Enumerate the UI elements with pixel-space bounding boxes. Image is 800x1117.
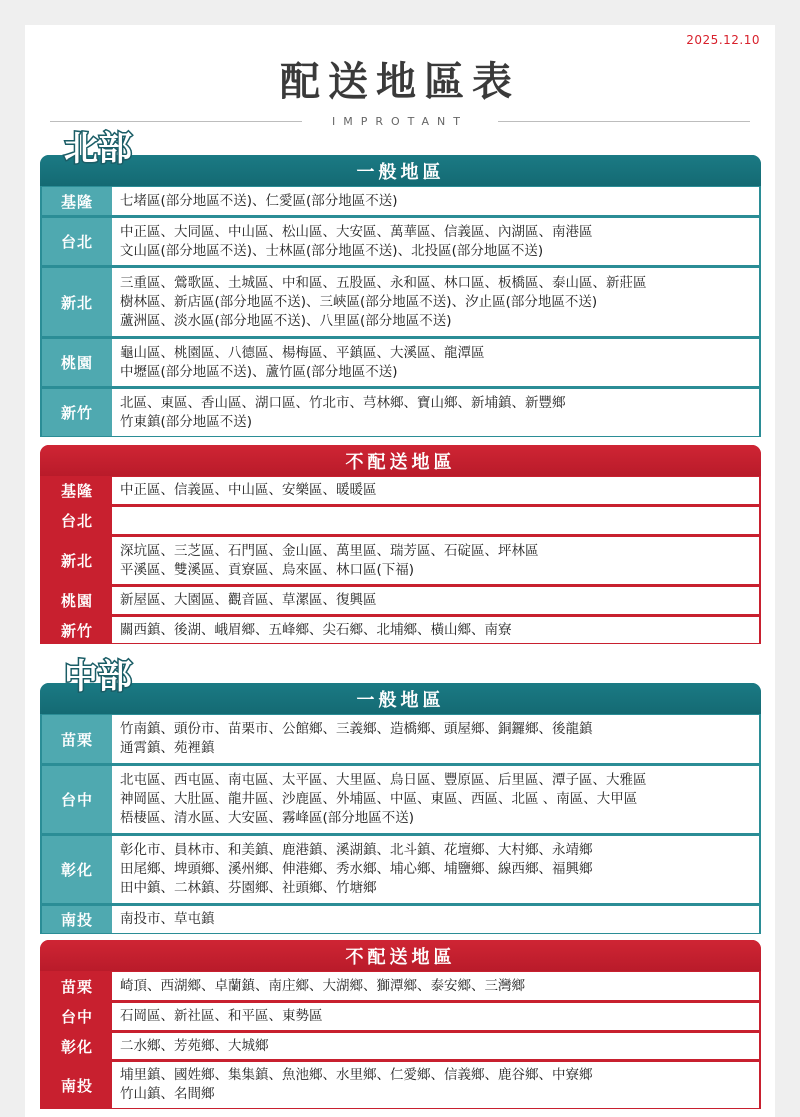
area-line: 龜山區、桃園區、八德區、楊梅區、平鎮區、大溪區、龍潭區 [120, 344, 485, 361]
area-line: 竹南鎮、頭份市、苗栗市、公館鄉、三義鄉、造橋鄉、頭屋鄉、銅鑼鄉、後龍鎮 [120, 721, 593, 737]
date-stamp: 2025.12.10 [686, 33, 760, 47]
divider-line-left [50, 121, 302, 122]
area-line: 北屯區、西屯區、南屯區、太平區、大里區、烏日區、豐原區、后里區、潭子區、大雅區 [120, 772, 647, 788]
row-areas [112, 1062, 759, 1108]
area-line: 深坑區、三芝區、石門區、金山區、萬里區、瑞芳區、石碇區、坪林區 [120, 542, 539, 559]
table-row [40, 216, 761, 266]
area-line: 彰化市、員林市、和美鎮、鹿港鎮、溪湖鎮、北斗鎮、花壇鄉、大村鄉、永靖鄉 [120, 842, 593, 858]
row-label: 南投 [42, 1062, 112, 1108]
area-line: 中正區、大同區、中山區、松山區、大安區、萬華區、信義區、內湖區、南港區 [120, 223, 593, 240]
row-areas [112, 477, 759, 504]
row-areas [112, 537, 759, 584]
table-row [40, 505, 761, 535]
north-delivery-heading: 一般地區 [40, 155, 761, 186]
row-label: 台北 [42, 507, 112, 534]
row-label: 台中 [42, 766, 112, 833]
row-label: 南投 [42, 906, 112, 933]
row-areas [112, 187, 759, 215]
row-label: 桃園 [42, 587, 112, 614]
row-label: 新竹 [42, 389, 112, 436]
row-areas [112, 587, 759, 614]
table-row [40, 186, 761, 216]
row-label: 新北 [42, 537, 112, 584]
table-row [40, 904, 761, 934]
table-row [40, 585, 761, 615]
area-line: 竹山鎮、名間鄉 [120, 1086, 215, 1102]
row-label: 基隆 [42, 477, 112, 504]
row-label: 苗栗 [42, 715, 112, 763]
area-line: 文山區(部分地區不送)、士林區(部分地區不送)、北投區(部分地區不送) [120, 242, 544, 259]
area-line: 七堵區(部分地區不送)、仁愛區(部分地區不送) [120, 192, 398, 209]
area-line: 三重區、鶯歌區、土城區、中和區、五股區、永和區、林口區、板橋區、泰山區、新莊區 [120, 274, 647, 291]
table-row [40, 1001, 761, 1031]
area-line: 關西鎮、後湖、峨眉鄉、五峰鄉、尖石鄉、北埔鄉、橫山鄉、南寮 [120, 621, 512, 638]
table-row [40, 714, 761, 764]
row-label: 新北 [42, 268, 112, 336]
area-line: 神岡區、大肚區、龍井區、沙鹿區、外埔區、中區、東區、西區、北區 、南區、大甲區 [120, 791, 638, 807]
table-row [40, 1031, 761, 1060]
north-delivery-table [40, 155, 761, 437]
table-row [40, 535, 761, 585]
row-label: 桃園 [42, 339, 112, 386]
area-line: 中壢區(部分地區不送)、蘆竹區(部分地區不送) [120, 363, 398, 380]
divider-line-right [498, 121, 750, 122]
area-line: 中正區、信義區、中山區、安樂區、暖暖區 [120, 482, 377, 498]
row-areas [112, 715, 759, 763]
row-label: 苗栗 [42, 972, 112, 1000]
area-line: 竹東鎮(部分地區不送) [120, 413, 253, 430]
area-line: 新屋區、大園區、觀音區、草漯區、復興區 [120, 592, 377, 608]
row-areas [112, 766, 759, 833]
row-label: 新竹 [42, 617, 112, 643]
central-delivery-rows [40, 714, 761, 934]
area-line: 平溪區、雙溪區、貢寮區、烏來區、林口區(下福) [120, 561, 415, 578]
row-areas [112, 617, 759, 643]
page-subtitle: IMPROTANT [332, 114, 469, 128]
table-row [40, 971, 761, 1001]
area-line: 田中鎮、二林鎮、芬園鄉、社頭鄉、竹塘鄉 [120, 880, 377, 896]
area-line: 通霄鎮、苑裡鎮 [120, 740, 215, 756]
table-row [40, 476, 761, 505]
central-no-delivery-rows [40, 971, 761, 1109]
row-areas [112, 1033, 759, 1059]
table-row [40, 834, 761, 904]
row-label: 基隆 [42, 187, 112, 215]
row-areas [112, 218, 759, 265]
table-row [40, 337, 761, 387]
table-row [40, 1060, 761, 1109]
area-line: 南投市、草屯鎮 [120, 911, 215, 927]
row-areas [112, 389, 759, 436]
row-areas [112, 972, 759, 1000]
row-label: 彰化 [42, 1033, 112, 1059]
row-areas [112, 906, 759, 933]
area-line: 石岡區、新社區、和平區、東勢區 [120, 1008, 323, 1024]
north-no-delivery-table [40, 445, 761, 644]
area-line: 二水鄉、芳苑鄉、大城鄉 [120, 1037, 269, 1054]
north-delivery-rows [40, 186, 761, 437]
central-delivery-heading: 一般地區 [40, 683, 761, 714]
central-no-delivery-table [40, 940, 761, 1109]
table-row [40, 615, 761, 644]
row-areas [112, 268, 759, 336]
region-label-north: 北部 [64, 129, 132, 169]
table-row [40, 387, 761, 437]
page-title: 配送地區表 [280, 58, 520, 105]
row-areas [112, 507, 759, 534]
row-areas [112, 836, 759, 903]
row-label: 彰化 [42, 836, 112, 903]
row-areas [112, 1003, 759, 1030]
row-label: 台中 [42, 1003, 112, 1030]
row-areas [112, 339, 759, 386]
area-line: 崎頂、西湖鄉、卓蘭鎮、南庄鄉、大湖鄉、獅潭鄉、泰安鄉、三灣鄉 [120, 977, 525, 994]
area-line: 梧棲區、清水區、大安區、霧峰區(部分地區不送) [120, 810, 415, 826]
table-row [40, 764, 761, 834]
table-row [40, 266, 761, 337]
row-label: 台北 [42, 218, 112, 265]
north-no-delivery-rows [40, 476, 761, 644]
subtitle-divider [50, 112, 750, 130]
area-line: 田尾鄉、埤頭鄉、溪州鄉、伸港鄉、秀水鄉、埔心鄉、埔鹽鄉、線西鄉、福興鄉 [120, 861, 593, 877]
central-no-delivery-heading: 不配送地區 [40, 940, 761, 971]
area-line: 埔里鎮、國姓鄉、集集鎮、魚池鄉、水里鄉、仁愛鄉、信義鄉、鹿谷鄉、中寮鄉 [120, 1067, 593, 1083]
region-label-central: 中部 [64, 657, 132, 697]
area-line: 北區、東區、香山區、湖口區、竹北市、芎林鄉、寶山鄉、新埔鎮、新豐鄉 [120, 394, 566, 411]
north-no-delivery-heading: 不配送地區 [40, 445, 761, 476]
central-delivery-table [40, 683, 761, 934]
area-line: 蘆洲區、淡水區(部分地區不送)、八里區(部分地區不送) [120, 312, 452, 329]
area-line: 樹林區、新店區(部分地區不送)、三峽區(部分地區不送)、汐止區(部分地區不送) [120, 293, 598, 310]
